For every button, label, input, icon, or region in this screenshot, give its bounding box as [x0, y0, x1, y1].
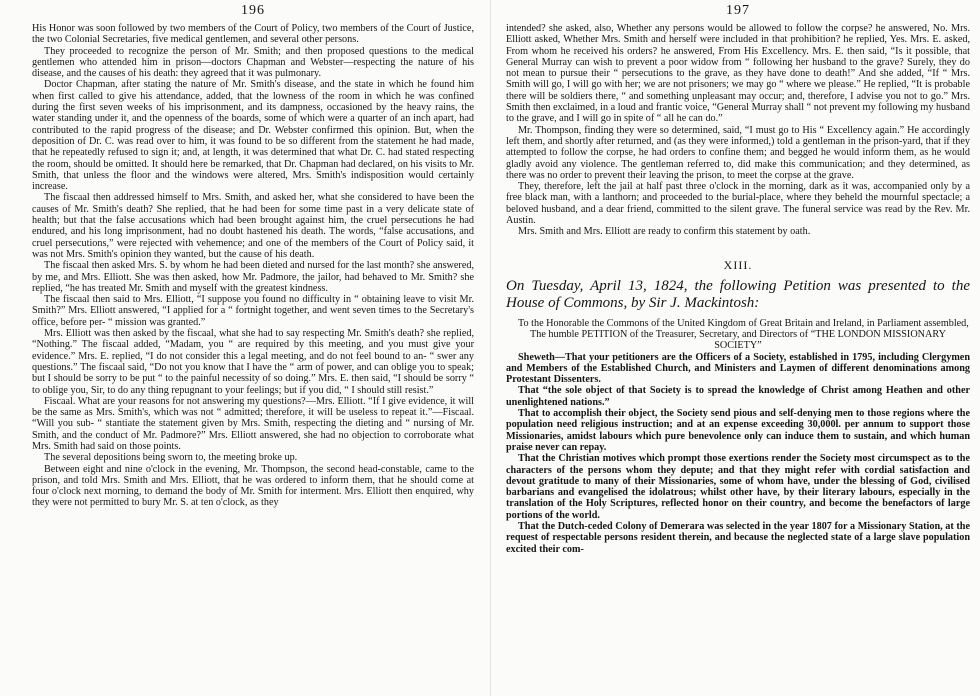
paragraph: His Honor was soon followed by two members of the Court of Policy, two members of the Court of Justice, the two Colonial Secretaries, five medical gentlemen, and several other persons.: [32, 23, 474, 46]
paragraph: Fiscaal. What are your reasons for not answering my questions?—Mrs. Elliott. “If I give evidence, it will be the same as Mrs. Smith's, which was not “ admitted; therefore, it will be useless to repeat it.”—Fiscaal. “Will you sub- “ stantiate the statement given by Mrs. Smith, respecting the dieting and “ nursing of Mr. Smith, and the conduct of Mr. Padmore?” Mrs. Elliott answered, she had no objection to corroborate what Mrs. Smith had said on those points.: [32, 395, 474, 452]
paragraph: Between eight and nine o'clock in the evening, Mr. Thompson, the second head-constable, came to the prison, and told Mrs. Smith and Mrs. Elliott, that he was ordered to inform them, that he should come at four o'clock next morning, to demand the body of Mr. Smith for interment. Mrs. Elliott then enquired, why they were not permitted to bury Mr. S. at ten o'clock, as they: [32, 463, 474, 509]
section-headline: On Tuesday, April 13, 1824, the following Petition was presented to the House of Commons, by Sir J. Mackintosh:: [506, 277, 970, 311]
section-number: XIII.: [723, 257, 753, 272]
paragraph: They proceeded to recognize the person of Mr. Smith; and then proposed questions to the medical gentlemen who attended him in prison—doctors Chapman and Webster—respecting the nature of his disease, and the causes of his death: they agreed that it was pulmonary.: [32, 45, 474, 80]
paragraph: The fiscaal then said to Mrs. Elliott, “I suppose you found no difficulty in “ obtaining leave to visit Mr. Smith?” Mrs. Elliott answered, “I applied for a “ fortnight together, and went seven times to the Secretary's office, before per- “ mission was granted.”: [32, 294, 474, 328]
paragraph: Mrs. Smith and Mrs. Elliott are ready to confirm this statement by oath.: [518, 226, 811, 238]
page-number-right: 197: [726, 3, 750, 18]
paragraph: intended? she asked, also, Whether any persons would be allowed to follow the corpse? he answered, No. Mrs. Elliott asked, Whether Mrs. Smith and herself were included in that prohibition? he replied, Yes. Mrs. E. asked, From whom he received his orders? he answered, From His Excellency. Mrs. E. then said, “Is it possible, that General Murray can wish to prevent a poor widow from “ following her husband to the grave? Surely, they do not mean to pursue their “ persecutions to the grave, as they have done to death!” And she added, “If “ Mrs. Smith will go, I will go with her; we are not prisoners; we may go “ where we please.” He replied, “It is probable there will be soldiers there, “ and something unpleasant may occur; and, therefore, I advise you not to go.” Mrs. Smith then exclaimed, in a loud and frantic voice, “General Murray shall “ not prevent my following my husband to the grave, and I will go in spite of “ all he can do.”: [506, 23, 970, 125]
paragraph: The fiscaal then addressed himself to Mrs. Smith, and asked her, what she considered to have been the causes of Mr. Smith's death? She replied, that he had been for some time past in a very delicate state of health; but that the false accusations which had been brought against him, the cruel persecutions he had endured, and his long imprisonment, had no doubt hastened his death. The words, “false accusations, and cruel persecutions,” were rejected with vehemence; and one of the members of the Court of Policy said, it was not Mrs. Smith's opinion they wanted, but the cause of his death.: [32, 192, 474, 260]
petition-paragraph: Sheweth—That your petitioners are the Officers of a Society, established in 1795, including Clergymen and Members of the Established Church, and Ministers and Laymen of different denominations among Protestant Dissenters.: [506, 351, 970, 386]
petition-paragraph: That “the sole object of that Society is to spread the knowledge of Christ among Heathen and other unenlightened nations.”: [506, 385, 970, 408]
petition-paragraph: That to accomplish their object, the Society send pious and self-denying men to those regions where the population need religious instruction; and at an expense exceeding 30,000l. per annum to support those Missionaries, amidst labours which pure benevolence only can induce them to sustain, and which human praise never can repay.: [506, 408, 970, 453]
petition-title: The humble PETITION of the Treasurer, Secretary, and Directors of “THE LONDON MISSIONARY SOCIETY”: [530, 328, 946, 352]
left-page: [0, 0, 488, 696]
page-number-left: 196: [241, 3, 265, 18]
petition-address: To the Honorable the Commons of the United Kingdom of Great Britain and Ireland, in Parliament assembled,: [518, 317, 969, 329]
right-page: [494, 0, 980, 696]
paragraph: Mrs. Elliott was then asked by the fiscaal, what she had to say respecting Mr. Smith's death? she replied, “Nothing.” The fiscaal added, “Madam, you “ are required by this meeting, and you must give your evidence.” Mrs. E. replied, “I do not consider this a legal meeting, and do not feel bound to an- “ swer any questions.” The fiscaal said, “Do not you know that I have the “ arm of power, and can oblige you to speak; but I should be sorry to be put “ to the painful necessity of so doing.” Mrs. E. then said, “I should be sorry “ to oblige you, Sir, to do any thing repugnant to your feelings; but if you did, “ I should still resist.”: [32, 328, 474, 396]
paragraph: The several depositions being sworn to, the meeting broke up.: [44, 452, 298, 464]
paragraph: Doctor Chapman, after stating the nature of Mr. Smith's disease, and the state in which he found him when first called to give his attendance, added, that the lowness of the room in which he was confined during the first seven weeks of his imprisonment, and its dampness, occasioned by the heavy rains, the water standing under it, and the openness of the boards, some of which were a quarter of an inch apart, had contributed to the rapid progress of the disease; and Dr. Webster confirmed this opinion. But, when the deposition of Dr. C. was read over to him, it was found to be so different from the statement he had made, that he repeatedly refused to sign it; and, at length, it was determined that what Dr. C. had stated respecting the room, should be omitted. It should here be remarked, that Dr. Chapman had declared, on his visits to Mr. Smith, that unless the floor and the windows were altered, Mrs. Smith's indisposition would certainly increase.: [32, 79, 474, 193]
petition-paragraph: That the Dutch-ceded Colony of Demerara was selected in the year 1807 for a Missionary Station, at the request of respectable persons resident therein, and because the neglected state of a large slave population excited their com-: [506, 520, 970, 555]
petition-paragraph: That the Christian motives which prompt those exertions render the Society most circumspect as to the characters of the persons whom they depute; and that they might refer with cordial satisfaction and devout gratitude to many of their Missionaries, some of whom have, under the blessing of God, civilised barbarians and evangelised the idolatrous; whilst other have, by their literary labours, especially in the translation of the Holy Scriptures, reflected honor on their country, and become the benefactors of large portions of the world.: [506, 453, 970, 521]
page-gutter: [490, 0, 491, 696]
paragraph: The fiscaal then asked Mrs. S. by whom he had been dieted and nursed for the last month? she answered, by me, and Mrs. Elliott. She was then asked, how Mr. Padmore, the jailor, had behaved to Mr. Smith? she replied, “he has treated Mr. Smith and myself with the greatest kindness.: [32, 260, 474, 294]
paragraph: Mr. Thompson, finding they were so determined, said, “I must go to His “ Excellency again.” He accordingly left them, and shortly after returned, and (as they were informed,) told a gentleman in the prison-yard, that if they attempted to follow the corpse, he had orders to confine them; and begged he would inform them, as he would gladly avoid any violence. The gentleman referred to, did make this communication; and they determined, as there was no order to prevent their leaving the prison, to meet the corpse at the grave.: [506, 124, 970, 181]
paragraph: They, therefore, left the jail at half past three o'clock in the morning, dark as it was, accompanied only by a free black man, with a lanthorn; and proceeded to the burial-place, where they beheld the mournful spectacle; a beloved husband, and a dear friend, committed to the silent grave. The funeral service was read by the Rev. Mr. Austin.: [506, 181, 970, 227]
